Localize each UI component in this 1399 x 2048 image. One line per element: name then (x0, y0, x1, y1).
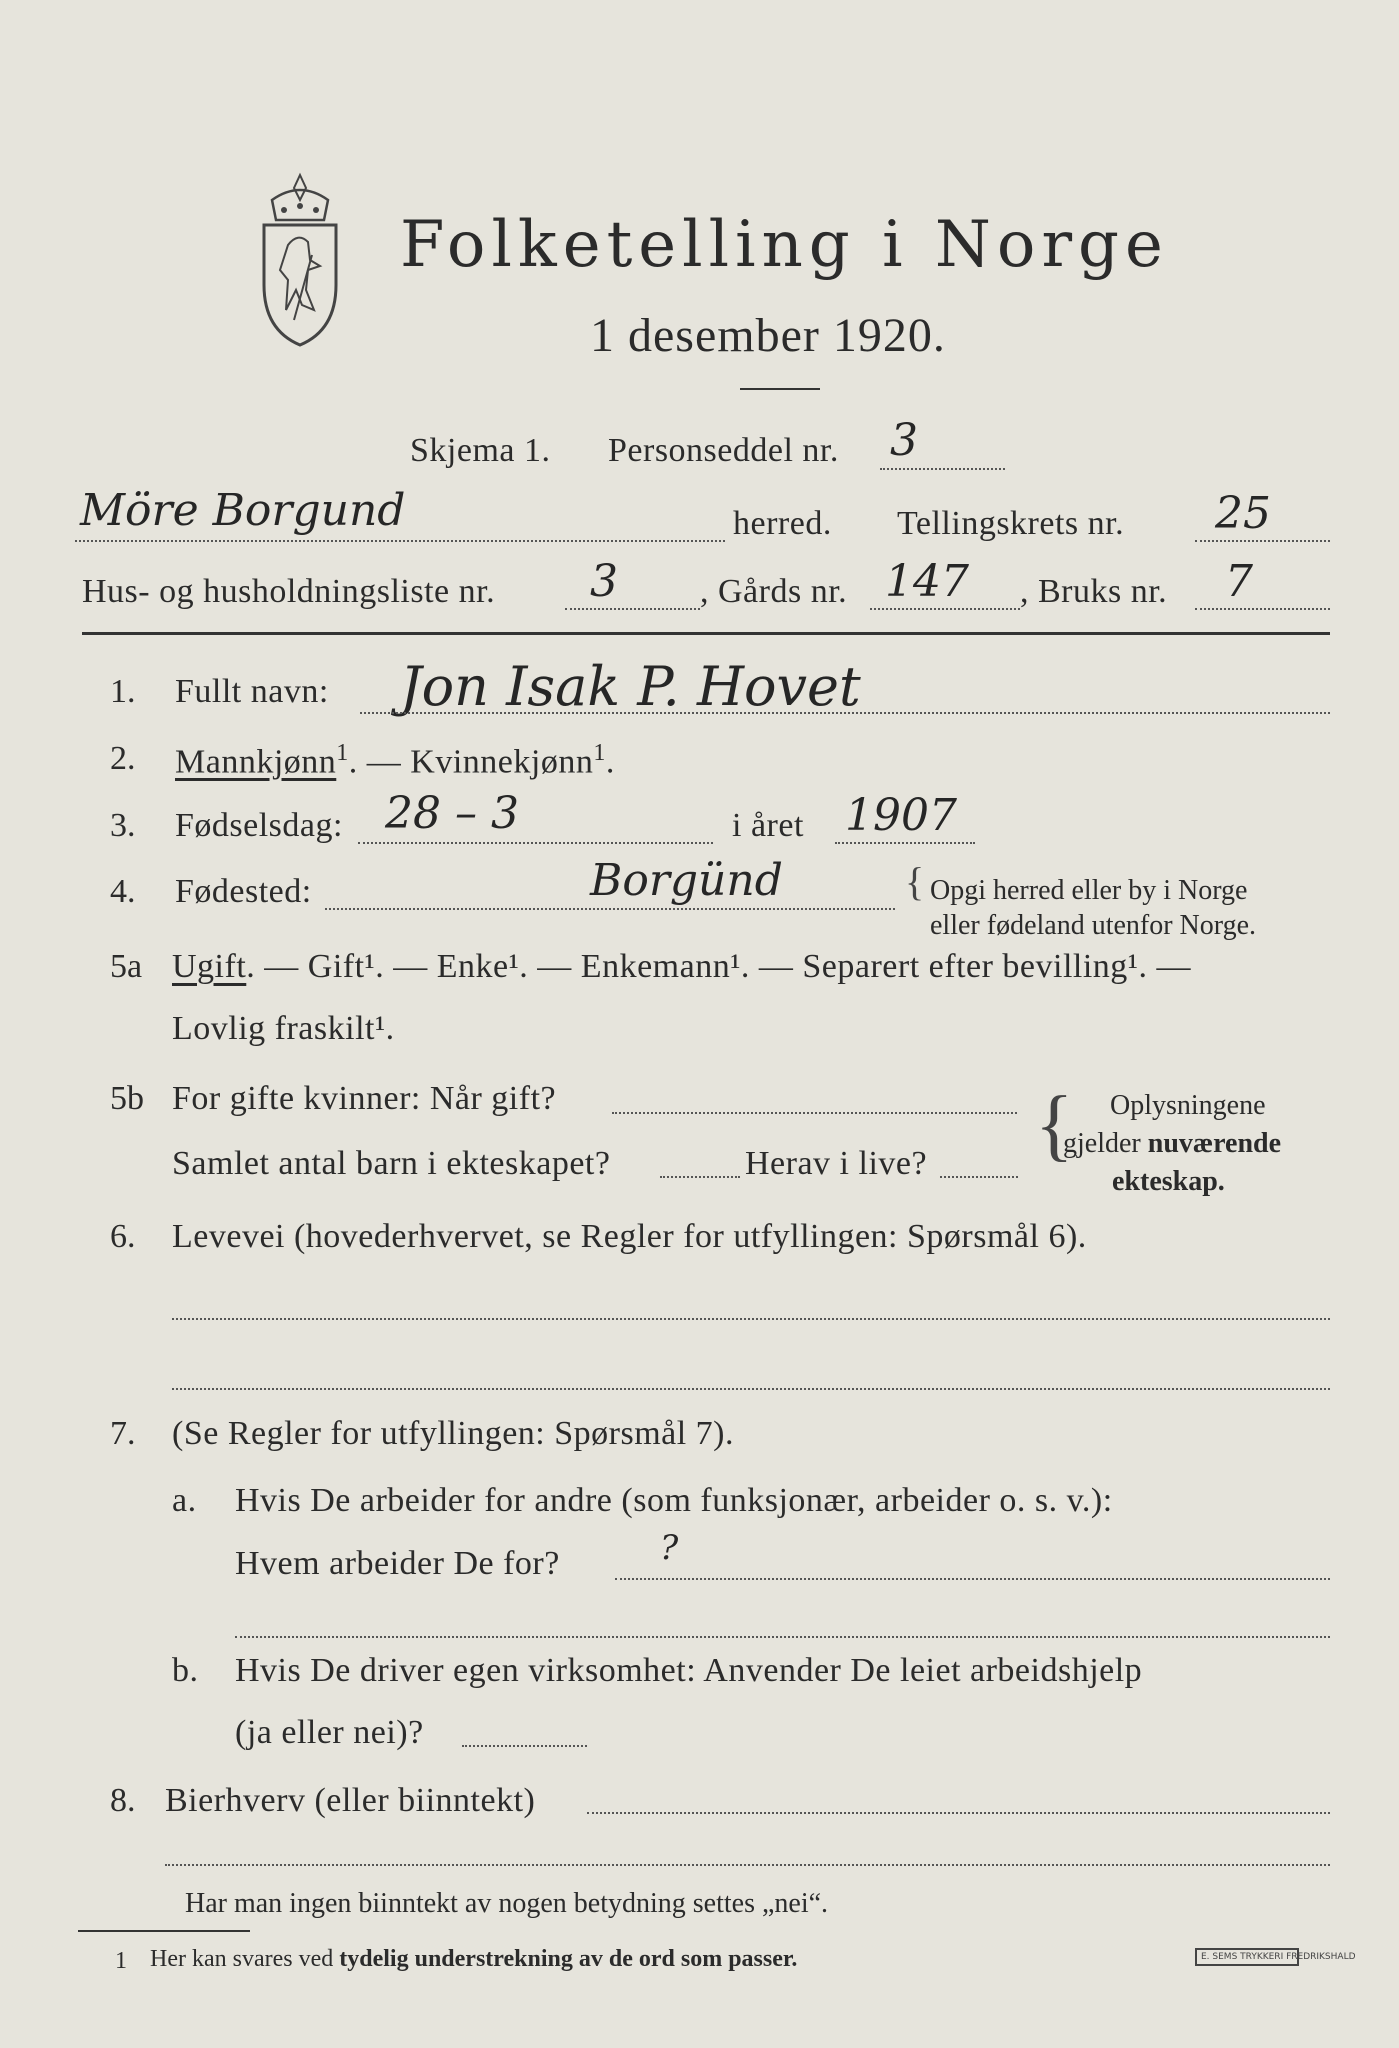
q3-number: 3. (110, 807, 136, 844)
herred-label: herred. (733, 505, 832, 542)
liste-field (565, 608, 700, 610)
bruks-value: 7 (1225, 556, 1253, 607)
tellingskrets-field (1195, 540, 1330, 542)
q2-number: 2. (110, 740, 136, 777)
q6-number: 6. (110, 1218, 136, 1255)
gards-label: , Gårds nr. (700, 573, 848, 610)
footnote-mark: 1 (115, 1948, 127, 1974)
q7-label: (Se Regler for utfyllingen: Spørsmål 7). (172, 1415, 735, 1452)
q2-male-option: Mannkjønn (175, 743, 337, 781)
q8-note: Har man ingen biinntekt av nogen betydning settes „nei“. (185, 1888, 829, 1919)
coat-of-arms-icon (250, 170, 350, 350)
q4-note-1: Opgi herred eller by i Norge (930, 875, 1248, 906)
liste-label: Hus- og husholdningsliste nr. (82, 573, 496, 610)
q7a-question: Hvem arbeider De for? (235, 1545, 560, 1582)
gards-field (870, 608, 1020, 610)
q5a-options: Ugift. — Gift¹. — Enke¹. — Enkemann¹. — Separert efter bevilling¹. — (172, 948, 1191, 985)
q3-label: Fødselsdag: (175, 807, 343, 844)
header-rule (82, 632, 1330, 635)
tellingskrets-value: 25 (1215, 488, 1271, 539)
q6-field-2 (172, 1388, 1330, 1390)
q5b-note-1: Oplysningene (1110, 1090, 1266, 1121)
footnote-rule (78, 1930, 250, 1932)
gards-value: 147 (885, 556, 969, 607)
bruks-field (1195, 608, 1330, 610)
q5a-line2: Lovlig fraskilt¹. (172, 1010, 395, 1047)
q5b-label-1: For gifte kvinner: Når gift? (172, 1080, 557, 1117)
census-date: 1 desember 1920. (590, 309, 946, 362)
q7a-field-2 (235, 1636, 1330, 1638)
q7-number: 7. (110, 1415, 136, 1452)
q8-number: 8. (110, 1782, 136, 1819)
q1-field (360, 712, 1330, 714)
form-title: Folketelling i Norge (400, 208, 1169, 282)
q5a-number: 5a (110, 948, 143, 985)
q8-field-2 (165, 1864, 1330, 1866)
herred-field (75, 540, 725, 542)
q6-label: Levevei (hovederhvervet, se Regler for utfyllingen: Spørsmål 6). (172, 1218, 1087, 1255)
printer-stamp: E. SEMS TRYKKERI FREDRIKSHALD (1195, 1948, 1299, 1966)
bruks-label: , Bruks nr. (1020, 573, 1168, 610)
q1-label: Fullt navn: (175, 673, 329, 710)
q5b-field-2 (660, 1176, 740, 1178)
q4-number: 4. (110, 873, 136, 910)
q2-options: Mannkjønn$^1$. — Kvinnekjønn$^1$. (175, 740, 615, 781)
title-divider (740, 388, 820, 390)
q7a-value: ? (660, 1528, 679, 1568)
liste-value: 3 (590, 556, 618, 607)
q6-field-1 (172, 1318, 1330, 1320)
q8-label: Bierhverv (eller biinntekt) (165, 1782, 536, 1819)
q5b-brace: { (1035, 1081, 1074, 1169)
schema-label: Skjema 1. (410, 432, 551, 469)
q7b-question: (ja eller nei)? (235, 1714, 424, 1751)
q5b-label-3: Herav i live? (745, 1145, 928, 1182)
personseddel-field (880, 468, 1005, 470)
q3-year-value: 1907 (845, 790, 957, 841)
herred-value: Möre Borgund (80, 485, 406, 536)
q3-year-label: i året (732, 807, 804, 844)
q4-value: Borgünd (590, 855, 783, 906)
q4-field (325, 908, 895, 910)
footnote-text: Her kan svares ved tydelig understrekning av de ord som passer. (150, 1946, 798, 1972)
q5b-note-3: ekteskap. (1112, 1166, 1225, 1197)
q7b-field (462, 1745, 587, 1747)
q5b-note-2: gjelder nuværende (1063, 1128, 1282, 1159)
q5b-label-2: Samlet antal barn i ekteskapet? (172, 1145, 611, 1182)
q7b-label: Hvis De driver egen virksomhet: Anvender De leiet arbeidshjelp (235, 1652, 1143, 1689)
q4-note-2: eller fødeland utenfor Norge. (930, 910, 1257, 941)
q5b-field-3 (940, 1176, 1018, 1178)
q1-value: Jon Isak P. Hovet (400, 655, 861, 718)
q7a-label: Hvis De arbeider for andre (som funksjonær, arbeider o. s. v.): (235, 1482, 1113, 1519)
q4-label: Fødested: (175, 873, 312, 910)
personseddel-value: 3 (890, 415, 918, 466)
q5b-number: 5b (110, 1080, 144, 1117)
q5b-field-1 (612, 1112, 1017, 1114)
tellingskrets-label: Tellingskrets nr. (897, 505, 1125, 542)
q3-field (358, 842, 713, 844)
q1-number: 1. (110, 673, 136, 710)
q3-year-field (835, 842, 975, 844)
q7a-number: a. (172, 1482, 197, 1519)
q7a-field-1 (615, 1578, 1330, 1580)
q8-field-1 (587, 1812, 1330, 1814)
q4-brace: { (905, 859, 925, 904)
q7b-number: b. (172, 1652, 199, 1689)
q3-value: 28 – 3 (385, 788, 519, 839)
personseddel-label: Personseddel nr. (608, 432, 839, 469)
q5a-ugift-option: Ugift (172, 948, 247, 985)
